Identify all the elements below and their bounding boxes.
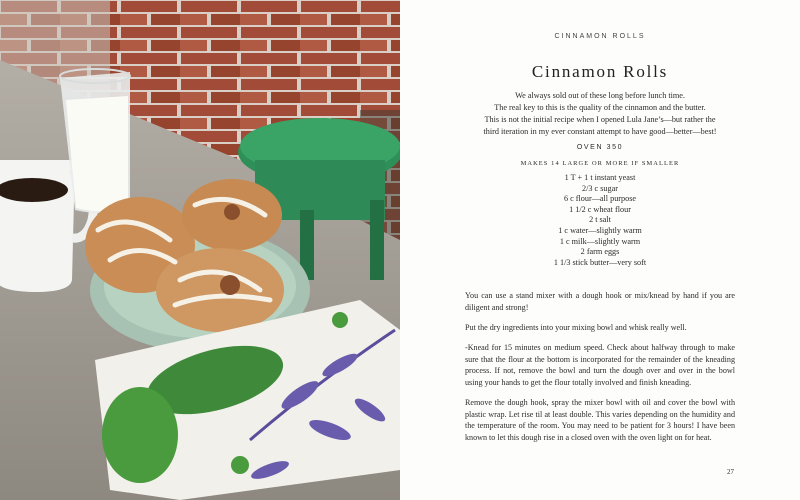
oven-temperature: OVEN 350 [576, 144, 624, 151]
ingredient-item: 1 c milk—slightly warm [559, 236, 641, 246]
ingredient-list [400, 173, 800, 268]
intro-line: This is not the initial recipe when I opened Lula Jane’s—but rather the [484, 115, 716, 124]
intro-line: We always sold out of these long before lunch time. [515, 91, 685, 100]
ingredient-item: 2 t salt [589, 215, 611, 225]
recipe-title: Cinnamon Rolls [531, 62, 669, 81]
ingredient-item: 2/3 c sugar [582, 183, 618, 193]
running-head: CINNAMON ROLLS [554, 33, 646, 40]
ingredient-item: 6 c flour—all purpose [563, 194, 637, 204]
instruction-paragraph: -Knead for 15 minutes on medium speed. Check about halfway through to make sure that the flour at the bottom is incorporated for the remainder of the kneading process. If not, remove the bowl and turn the dough over and over in the bowl using your hands to get the flour totally involved and finish kneading. [465, 342, 735, 387]
instruction-paragraph: Remove the dough hook, spray the mixer bowl with oil and cover the bowl with plastic wrap. Let rise til at least double. This varies depending on the humidity and the temperature of the room. You may need to be patient for 3 hours! I have been known to let this dough rise in a closed oven with the oven light on for heat. [465, 397, 735, 442]
page-number: 27 [727, 468, 734, 476]
recipe-page [400, 0, 800, 500]
ingredient-item: 2 farm eggs [580, 247, 620, 257]
instructions [465, 290, 735, 452]
ingredient-item: 1 1/3 stick butter—very soft [553, 257, 647, 267]
intro-line: The real key to this is the quality of the cinnamon and the butter. [494, 103, 706, 112]
ingredient-item: 1 c water—slightly warm [558, 225, 642, 235]
ingredient-item: 1 1/2 c wheat flour [569, 204, 631, 214]
recipe-intro [460, 90, 740, 138]
yield-note: MAKES 14 LARGE OR MORE IF SMALLER [520, 160, 680, 167]
instruction-paragraph: Put the dry ingredients into your mixing bowl and whisk really well. [465, 322, 687, 332]
intro-line: third iteration in my ever constant attempt to have good—better—best! [483, 127, 717, 136]
ingredient-item: 1 T + 1 t instant yeast [564, 173, 636, 182]
instruction-paragraph: You can use a stand mixer with a dough hook or mix/knead by hand if you are diligent and strong! [465, 291, 735, 312]
